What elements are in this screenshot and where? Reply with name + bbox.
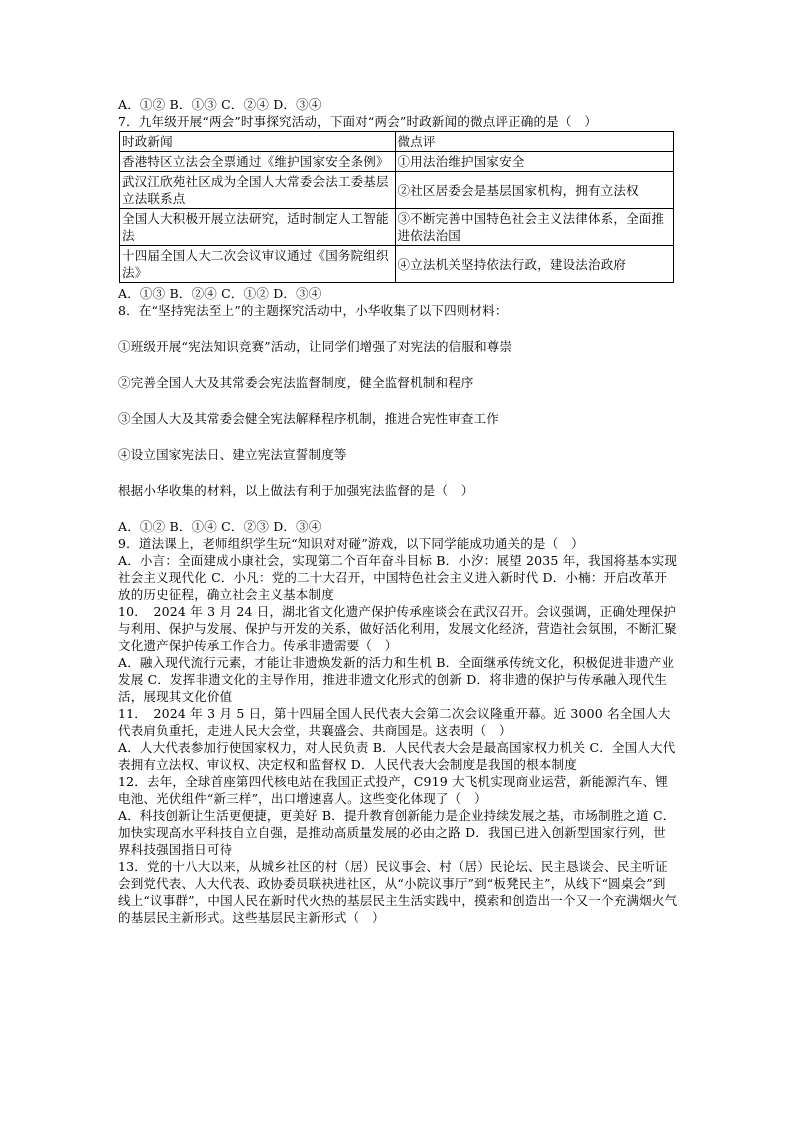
q8-options: A．①② B．①④ C．②③ D．③④ [118,519,322,534]
q8-material-2: ②完善全国人大及其常委会宪法监督制度，健全监督机制和程序 [118,375,474,390]
q9-stem: 9．道法课上，老师组织学生玩“知识对对碰”游戏，以下同学能成功通关的是（ ） [118,536,584,551]
news-cell: 十四届全国人大二次会议审议通过《国务院组织法》 [120,246,396,283]
q11-options: A．人大代表参加行使国家权力，对人民负责 B．人民代表大会是最高国家权力机关 C．全国人大代表拥有立法权、审议权、决定权和监督权 D．人民代表大会制度是我国的根本制度 [118,740,676,772]
q8-material-1: ①班级开展“宪法知识竞赛”活动，让同学们增强了对宪法的信服和尊崇 [118,339,513,354]
q8-material-3: ③全国人大及其常委会健全宪法解释程序机制，推进合宪性审查工作 [118,411,500,426]
table-row [120,209,674,246]
comment-cell: ①用法治维护国家安全 [395,152,674,172]
table-row [120,152,674,172]
q8-stem: 8．在“坚持宪法至上”的主题探究活动中，小华收集了以下四则材料： [118,303,508,318]
q11-stem: 11． 2024 年 3 月 5 日，第十四届全国人民代表大会第二次会议隆重开幕。近 3000 名全国人大代表肩负重托，走进人民大会堂，共襄盛会、共商国是。这表明（ ） [118,706,671,738]
table-header-row [120,132,674,152]
table-header-news: 时政新闻 [120,132,396,152]
table-header-comment: 微点评 [395,132,674,152]
q10-stem: 10． 2024 年 3 月 24 日，湖北省文化遗产保护传承座谈会在武汉召开。会议强调，正确处理保护与利用、保护与发展、保护与开发的关系，做好活化利用，发展文化经济，营造社会氛围，不断汇聚文化遗产保护传承工作合力。传承非遗需要（ ） [118,604,677,653]
comment-cell: ②社区居委会是基层国家机构，拥有立法权 [395,172,674,209]
comment-cell: ③不断完善中国特色社会主义法律体系，全面推进依法治国 [395,209,674,246]
q13-stem: 13．党的十八大以来，从城乡社区的村（居）民议事会、村（居）民论坛、民主恳谈会、民主听证会到党代表、人大代表、政协委员联袂进社区，从“小院议事厅”到“板凳民主”，从线下“圆桌会”到线上“议事群”，中国人民在新时代火热的基层民主生活实践中，摸索和创造出一个又一个充满烟火气的基层民主新形式。这些基层民主新形式（ ） [118,859,678,925]
comment-cell: ④立法机关坚持依法行政，建设法治政府 [395,246,674,283]
news-cell: 香港特区立法会全票通过《维护国家安全条例》 [120,152,396,172]
exam-page [118,96,678,926]
q9-options: A．小言：全面建成小康社会，实现第二个百年奋斗目标 B．小汐：展望 2035 年，我国将基本实现社会主义现代化 C．小凡：党的二十大召开，中国特色社会主义进入新时代 D．小楠：开启改革开放的历史征程，确立社会主义基本制度 [118,553,678,602]
table-row [120,172,674,209]
q8-material-4: ④设立国家宪法日、建立宪法宣誓制度等 [118,447,347,462]
q7-options: A．①③ B．②④ C．①② D．③④ [118,286,322,301]
q7-stem: 7．九年级开展“两会”时事探究活动，下面对“两会”时政新闻的微点评正确的是（ ） [118,114,598,129]
news-cell: 武汉江欣苑社区成为全国人大常委会法工委基层立法联系点 [120,172,396,209]
table-row [120,246,674,283]
q12-options: A．科技创新让生活更便捷，更美好 B．提升教育创新能力是企业持续发展之基，市场制胜之道 C．加快实现高水平科技自立自强，是推动高质量发展的必由之路 D．我国已进入创新型国家行列，世界科技强国指日可待 [118,808,676,857]
q7-news-table [119,131,674,283]
q10-options: A．融入现代流行元素，才能让非遗焕发新的活力和生机 B．全面继承传统文化，积极促进非遗产业发展 C．发挥非遗文化的主导作用，推进非遗文化形式的创新 D．将非遗的保护与传承融入现代生活，展现其文化价值 [118,655,675,704]
news-cell: 全国人大积极开展立法研究，适时制定人工智能法 [120,209,396,246]
q6-options: A．①② B．①③ C．②④ D．③④ [118,97,322,112]
q12-stem: 12．去年，全球首座第四代核电站在我国正式投产，C919 大飞机实现商业运营，新能源汽车、锂电池、光伏组件“新三样”，出口增速喜人。这些变化体现了（ ） [118,774,669,806]
q8-question: 根据小华收集的材料，以上做法有利于加强宪法监督的是（ ） [118,483,474,498]
